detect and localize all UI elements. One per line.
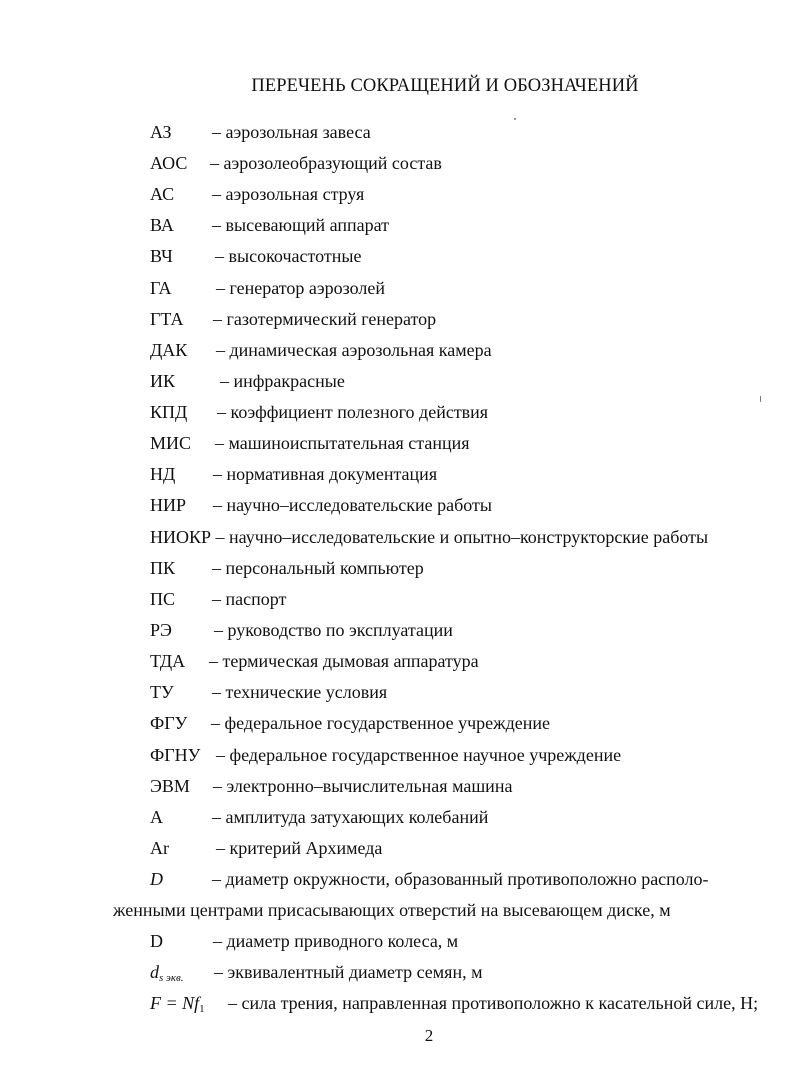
abbreviation: ТДА bbox=[150, 651, 186, 671]
page-number: 2 bbox=[424, 1026, 434, 1045]
abbreviation: ФГНУ bbox=[150, 745, 201, 765]
abbreviation: АОС bbox=[150, 153, 188, 173]
abbreviation: ГА bbox=[150, 278, 172, 298]
definition: – технические условия bbox=[212, 682, 388, 702]
definition: – сила трения, направленная противоположно к касательной силе, Н; bbox=[228, 993, 759, 1013]
formula bbox=[150, 992, 205, 1020]
symbol-subscript: s экв. bbox=[159, 972, 184, 984]
definition: – диаметр приводного колеса, м bbox=[213, 931, 459, 951]
abbreviation: ПК bbox=[150, 558, 176, 578]
abbreviation: ЭВМ bbox=[150, 776, 190, 796]
definition: – электронно–вычислительная машина bbox=[213, 776, 513, 796]
definition: – аэрозольная завеса bbox=[212, 122, 371, 142]
definition: – федеральное государственное научное учреждение bbox=[216, 745, 622, 765]
abbreviation: ИК bbox=[150, 371, 176, 391]
abbreviation: ВЧ bbox=[150, 246, 173, 266]
abbreviation: A bbox=[150, 807, 163, 827]
scan-speck bbox=[760, 396, 761, 402]
scan-speck bbox=[514, 118, 516, 120]
symbol: D bbox=[150, 869, 163, 889]
abbreviation: НИОКР bbox=[150, 527, 212, 547]
definition: – федеральное государственное учреждение bbox=[211, 713, 550, 733]
definition: – термическая дымовая аппаратура bbox=[209, 651, 479, 671]
abbreviation: Ar bbox=[150, 838, 169, 858]
symbol: D bbox=[150, 931, 163, 951]
definition: – машиноиспытательная станция bbox=[215, 433, 470, 453]
definition-continuation bbox=[113, 899, 671, 921]
symbol-base: d bbox=[150, 962, 159, 982]
abbreviation: НИР bbox=[150, 495, 187, 515]
definition: – газотермический генератор bbox=[213, 309, 437, 329]
abbreviation: НД bbox=[150, 464, 176, 484]
definition: – руководство по эксплуатации bbox=[214, 620, 453, 640]
definition: – высевающий аппарат bbox=[212, 215, 390, 235]
abbreviation: ДАК bbox=[150, 340, 188, 360]
symbol bbox=[150, 961, 184, 989]
list-item bbox=[150, 526, 708, 548]
definition: – эквивалентный диаметр семян, м bbox=[214, 962, 483, 982]
definition: – коэффициент полезного действия bbox=[217, 402, 489, 422]
abbreviation: АС bbox=[150, 184, 175, 204]
formula-subscript: 1 bbox=[199, 1003, 205, 1015]
abbreviation: ГТА bbox=[150, 309, 184, 329]
definition: – критерий Архимеда bbox=[216, 838, 383, 858]
continuation-text: женными центрами присасывающих отверстий на высевающем диске, м bbox=[113, 900, 671, 920]
definition: – научно–исследовательские работы bbox=[213, 495, 492, 515]
abbreviation: ФГУ bbox=[150, 713, 188, 733]
abbreviation: КПД bbox=[150, 402, 188, 422]
definition: – нормативная документация bbox=[213, 464, 438, 484]
abbreviation: АЗ bbox=[150, 122, 172, 142]
abbreviation: ТУ bbox=[150, 682, 174, 702]
page-title: ПЕРЕЧЕНЬ СОКРАЩЕНИЙ И ОБОЗНАЧЕНИЙ bbox=[251, 76, 639, 96]
abbreviation: МИС bbox=[150, 433, 192, 453]
definition: – инфракрасные bbox=[220, 371, 345, 391]
abbreviation: ПС bbox=[150, 589, 176, 609]
abbreviation: РЭ bbox=[150, 620, 172, 640]
definition: – амплитуда затухающих колебаний bbox=[212, 807, 489, 827]
definition: – аэрозолеобразующий состав bbox=[210, 153, 442, 173]
definition: – диаметр окружности, образованный противоположно располо- bbox=[212, 869, 709, 889]
definition: – аэрозольная струя bbox=[212, 184, 365, 204]
definition: – персональный компьютер bbox=[212, 558, 424, 578]
definition: – научно–исследовательские и опытно–конструкторские работы bbox=[215, 527, 709, 547]
definition: – высокочастотные bbox=[215, 246, 362, 266]
definition: – генератор аэрозолей bbox=[216, 278, 385, 298]
definition: – динамическая аэрозольная камера bbox=[216, 340, 492, 360]
definition: – паспорт bbox=[212, 589, 287, 609]
formula-text: F = Nf bbox=[150, 993, 200, 1013]
abbreviation: ВА bbox=[150, 215, 174, 235]
